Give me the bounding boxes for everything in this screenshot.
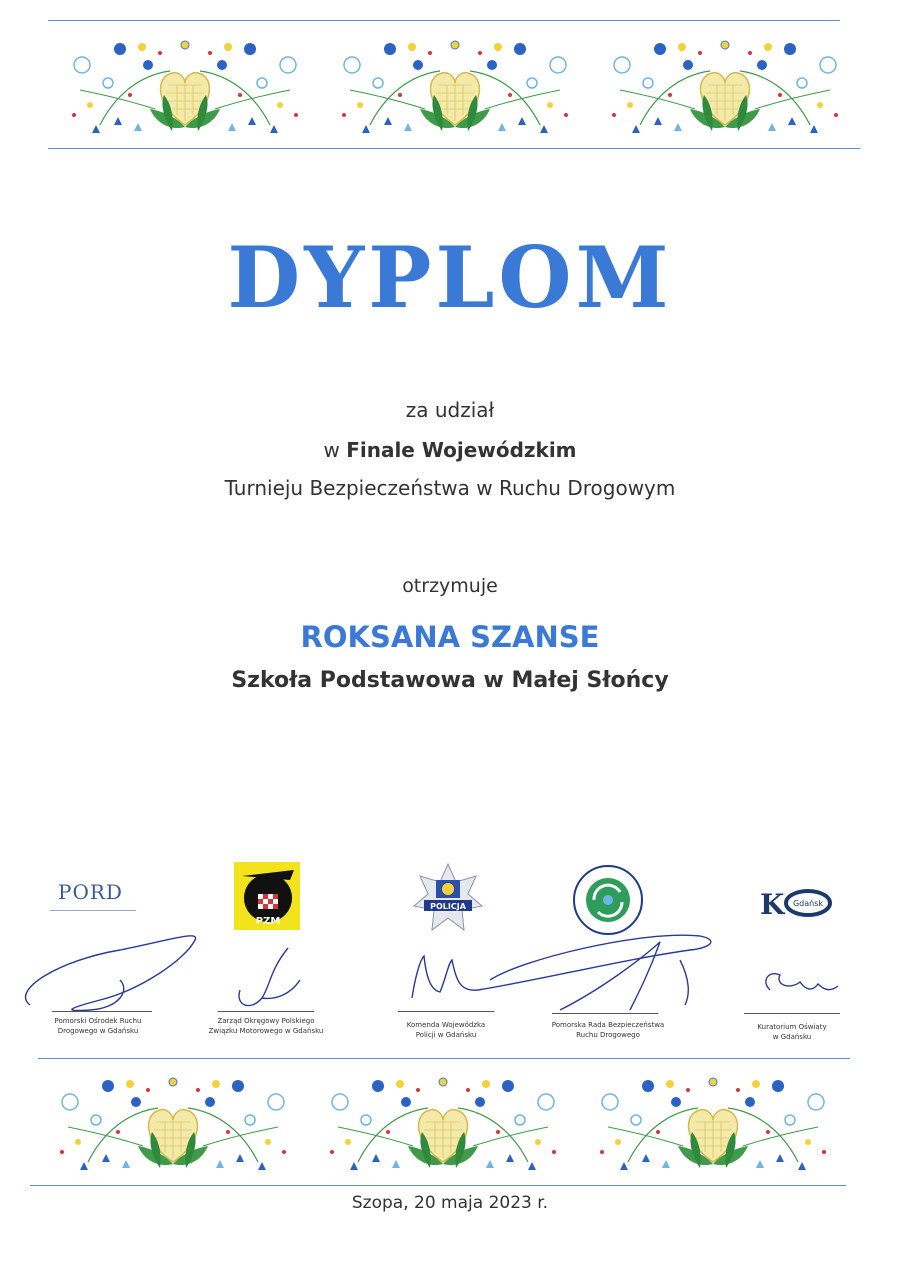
- signature-line-4: [552, 1013, 658, 1014]
- org-line1: Zarząd Okręgowy Polskiego: [217, 1017, 315, 1025]
- line-final-prefix: w: [323, 438, 347, 462]
- ko-logo-city: Gdańsk: [792, 899, 824, 908]
- kashubian-ornament: [48, 1072, 298, 1172]
- org-line2: Związku Motorowego w Gdańsku: [208, 1027, 324, 1035]
- ko-logo-letter: K: [760, 888, 785, 921]
- org-caption-ko: [722, 1022, 862, 1042]
- line-final-bold: Finale Wojewódzkim: [346, 438, 577, 462]
- signature-line-2: [218, 1011, 314, 1012]
- line-tournament: Turnieju Bezpieczeństwa w Ruchu Drogowym: [224, 476, 676, 500]
- diploma-title: DYPLOM: [227, 228, 673, 327]
- kashubian-ornament: [588, 1072, 838, 1172]
- bottom-ornament-band: [48, 1072, 838, 1172]
- org-caption-pord: [28, 1016, 168, 1036]
- org-line1: Kuratorium Oświaty: [757, 1023, 827, 1031]
- org-line2: Policji w Gdańsku: [415, 1031, 477, 1039]
- top-rule-lower: [48, 148, 860, 149]
- signature-line-1: [52, 1011, 152, 1012]
- org-caption-prbrd: [538, 1020, 678, 1040]
- pzm-logo-text: PZM: [255, 916, 281, 927]
- kuratorium-logo: [758, 884, 834, 922]
- kashubian-ornament: [330, 35, 580, 135]
- org-line2: w Gdańsku: [772, 1033, 812, 1041]
- signature-line-3: [398, 1011, 494, 1012]
- line-final: [0, 438, 900, 462]
- signature-line-5: [744, 1013, 840, 1014]
- ko-emblem: [758, 884, 834, 922]
- pord-logo: [50, 872, 140, 920]
- org-line1: Komenda Wojewódzka: [406, 1021, 486, 1029]
- kashubian-ornament: [60, 35, 310, 135]
- kashubian-ornament: [318, 1072, 568, 1172]
- pord-logo-text: PORD: [58, 880, 123, 904]
- signature-police: [412, 935, 711, 998]
- signature-ko: [766, 974, 838, 990]
- bottom-rule-lower: [30, 1185, 846, 1186]
- org-line2: Ruchu Drogowego: [576, 1031, 640, 1039]
- signature-pzm: [239, 948, 300, 1006]
- org-caption-police: [376, 1020, 516, 1040]
- signature-pord: [26, 936, 196, 1011]
- org-line1: Pomorski Ośrodek Ruchu: [54, 1017, 142, 1025]
- recipient-name: ROKSANA SZANSE: [300, 620, 600, 654]
- line-for-participation: za udział: [405, 398, 495, 422]
- top-rule-upper: [48, 20, 840, 21]
- org-line1: Pomorska Rada Bezpieczeństwa: [551, 1021, 665, 1029]
- top-ornament-band: [60, 35, 850, 135]
- signature-prbrd: [560, 942, 688, 1010]
- issue-date: Szopa, 20 maja 2023 r.: [351, 1193, 549, 1213]
- org-line2: Drogowego w Gdańsku: [57, 1027, 139, 1035]
- kashubian-ornament: [600, 35, 850, 135]
- police-logo-text: POLICJA: [430, 902, 466, 911]
- pord-logo-underline: [50, 910, 136, 911]
- org-caption-pzm: [196, 1016, 336, 1036]
- bottom-rule-upper: [38, 1058, 850, 1059]
- school-name: Szkoła Podstawowa w Małej Słońcy: [231, 668, 669, 693]
- line-receives: otrzymuje: [402, 575, 498, 597]
